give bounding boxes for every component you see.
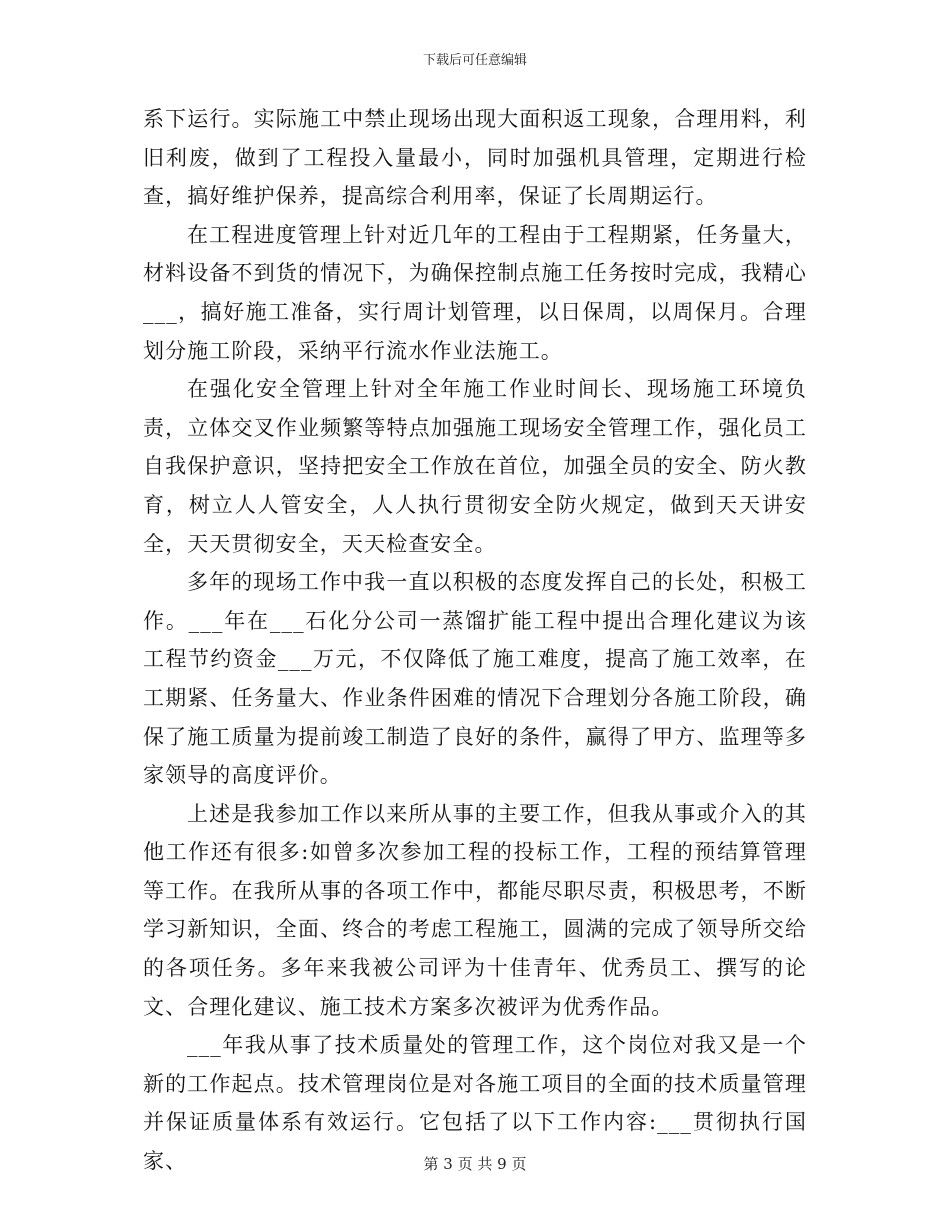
page-number: 第 3 页 共 9 页 [423, 1155, 527, 1173]
paragraph-continuation: 系下运行。实际施工中禁止现场出现大面积返工现象，合理用料，利旧利废，做到了工程投入量最小，同时加强机具管理，定期进行检查，搞好维护保养，提高综合利用率，保证了长周期运行。 [143, 107, 807, 209]
paragraph-work-summary: 上述是我参加工作以来所从事的主要工作，但我从事或介入的其他工作还有很多:如曾多次参加工程的投标工作，工程的预结算管理等工作。在我所从事的各项工作中，都能尽职尽责，积极思考，不断学习新知识，全面、终合的考虑工程施工，圆满的完成了领导所交给的各项任务。多年来我被公司评为十佳青年、优秀员工、撰写的论文、合理化建议、施工技术方案多次被评为优秀作品。 [143, 801, 807, 1019]
page-header [0, 52, 950, 70]
page-footer [0, 1154, 950, 1174]
paragraph-quality-department: ___年我从事了技术质量处的管理工作，这个岗位对我又是一个新的工作起点。技术管理岗位是对各施工项目的全面的技术质量管理并保证质量体系有效运行。它包括了以下工作内容:___贯彻执行国家、 [143, 1033, 807, 1174]
header-note: 下载后可任意编辑 [422, 53, 527, 68]
paragraph-safety-management: 在强化安全管理上针对全年施工作业时间长、现场施工环境负责，立体交叉作业频繁等特点加强施工现场安全管理工作，强化员工自我保护意识，坚持把安全工作放在首位，加强全员的安全、防火教育，树立人人管安全，人人执行贯彻安全防火规定，做到天天讲安全，天天贯彻安全，天天检查安全。 [143, 377, 807, 556]
paragraph-progress-management: 在工程进度管理上针对近几年的工程由于工程期紧，任务量大，材料设备不到货的情况下，为确保控制点施工任务按时完成，我精心___，搞好施工准备，实行周计划管理，以日保周，以周保月。合理划分施工阶段，采纳平行流水作业法施工。 [143, 222, 807, 363]
paragraph-field-work: 多年的现场工作中我一直以积极的态度发挥自己的长处，积极工作。___年在___石化分公司一蒸馏扩能工程中提出合理化建议为该工程节约资金___万元，不仅降低了施工难度，提高了施工效率，在工期紧、任务量大、作业条件困难的情况下合理划分各施工阶段，确保了施工质量为提前竣工制造了良好的条件，赢得了甲方、监理等多家领导的高度评价。 [143, 570, 807, 788]
document-body [143, 100, 807, 1181]
